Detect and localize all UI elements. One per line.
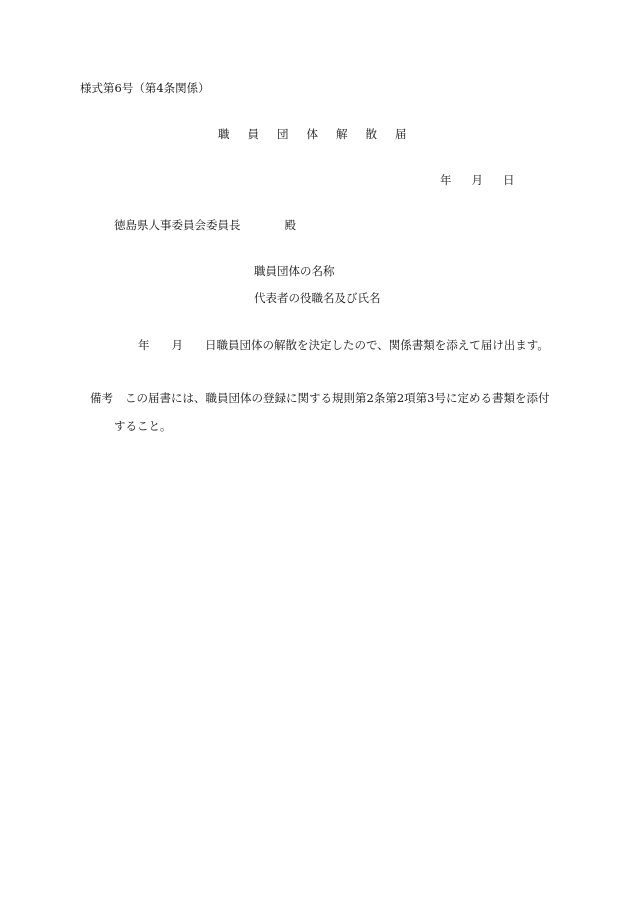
title-char: 職 <box>218 127 230 141</box>
date-line <box>440 173 515 187</box>
addressee-line <box>114 218 296 232</box>
note-text-line2: すること。 <box>114 419 172 433</box>
date-day-label: 日 <box>503 173 515 187</box>
representative-label: 代表者の役職名及び氏名 <box>254 291 381 305</box>
body-month-label: 月 <box>171 338 183 352</box>
body-text <box>138 338 549 352</box>
form-number: 様式第6号（第4条関係） <box>80 81 210 95</box>
title-char: 解 <box>336 127 348 141</box>
date-year-label: 年 <box>440 173 452 187</box>
org-name-label: 職員団体の名称 <box>254 264 335 278</box>
addressee-honorific: 殿 <box>284 218 296 232</box>
title-char: 届 <box>395 127 407 141</box>
document-title <box>218 127 407 141</box>
note-text-line1: この届書には、職員団体の登録に関する規則第2条第2項第3号に定める書類を添付 <box>125 391 550 405</box>
title-char: 散 <box>365 127 377 141</box>
addressee-name: 徳島県人事委員会委員長 <box>114 218 241 232</box>
title-char: 団 <box>277 127 289 141</box>
title-char: 体 <box>306 127 318 141</box>
note-line <box>90 391 549 405</box>
note-label: 備考 <box>90 391 113 405</box>
title-char: 員 <box>247 127 259 141</box>
date-month-label: 月 <box>471 173 483 187</box>
body-statement: 日職員団体の解散を決定したので、関係書類を添えて届け出ます。 <box>205 338 549 352</box>
body-year-label: 年 <box>138 338 150 352</box>
